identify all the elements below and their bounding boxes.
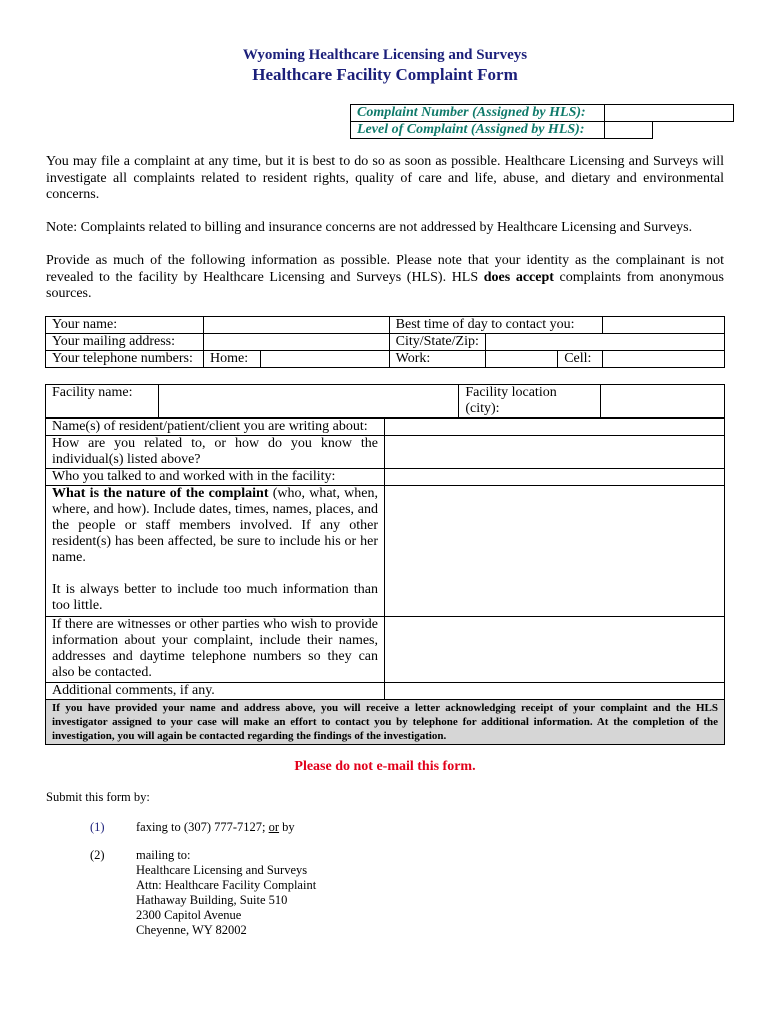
- complaint-nature-field[interactable]: [385, 486, 725, 617]
- mailing-to-text: mailing to:: [136, 848, 191, 862]
- no-email-warning: Please do not e-mail this form.: [294, 759, 476, 774]
- cell-phone-label: Cell:: [558, 351, 603, 368]
- submit-label: Submit this form by:: [46, 790, 150, 804]
- complaint-number-field[interactable]: [605, 105, 734, 122]
- best-time-label: Best time of day to contact you:: [389, 317, 603, 334]
- option-2-number: (2): [90, 848, 105, 862]
- blank-cell: [653, 122, 734, 139]
- address-line: 2300 Capitol Avenue: [136, 908, 242, 922]
- your-name-label: Your name:: [46, 317, 204, 334]
- option-1-text: [136, 820, 295, 835]
- mailing-address-field[interactable]: [204, 334, 390, 351]
- facility-contact-question: Who you talked to and worked with in the facility:: [46, 469, 385, 486]
- complaint-details-table: [45, 418, 725, 745]
- identity-text-a: Provide as much of the following information as possible. Please note that your identity as the complainant is not revealed to the facility by Healthcare Licensing and Surveys (HLS). HLS: [46, 253, 724, 285]
- complaint-level-label: Level of Complaint (Assigned by HLS):: [351, 122, 605, 139]
- address-line: Cheyenne, WY 82002: [136, 923, 247, 937]
- work-phone-field[interactable]: [485, 351, 557, 368]
- complaint-nature-note: It is always better to include too much information than too little.: [52, 582, 378, 613]
- form-title: Healthcare Facility Complaint Form: [252, 65, 518, 84]
- identity-text-b: complaints from anonymous sources.: [46, 269, 725, 301]
- address-line: Hathaway Building, Suite 510: [136, 893, 288, 907]
- witnesses-field[interactable]: [385, 617, 725, 683]
- address-line: Attn: Healthcare Facility Complaint: [136, 878, 317, 892]
- facility-table: [45, 384, 725, 418]
- billing-note: Note: Complaints related to billing and insurance concerns are not addressed by Healthcare Licensing and Surveys.: [46, 220, 693, 235]
- cell-phone-field[interactable]: [603, 351, 725, 368]
- home-phone-label: Home:: [204, 351, 261, 368]
- option-1-number: (1): [90, 820, 105, 834]
- identity-paragraph: [46, 253, 724, 303]
- facility-name-field[interactable]: [158, 385, 458, 418]
- your-name-field[interactable]: [204, 317, 390, 334]
- contact-table: [45, 316, 725, 368]
- form-agency-title: Wyoming Healthcare Licensing and Surveys: [242, 47, 528, 63]
- or-text: or: [268, 820, 280, 834]
- mailing-address-label: Your mailing address:: [46, 334, 204, 351]
- identity-text-bold: does accept: [483, 269, 554, 285]
- complaint-nature-bold: What is the nature of the complaint: [52, 486, 269, 501]
- relationship-question: How are you related to, or how do you know the individual(s) listed above?: [46, 436, 385, 469]
- complaint-nature-question: [46, 486, 385, 617]
- city-state-zip-field[interactable]: [485, 334, 724, 351]
- additional-comments-question: Additional comments, if any.: [46, 683, 385, 700]
- complaint-level-field[interactable]: [605, 122, 653, 139]
- best-time-field[interactable]: [603, 317, 725, 334]
- resident-name-field[interactable]: [385, 419, 725, 436]
- resident-name-question: Name(s) of resident/patient/client you are writing about:: [46, 419, 385, 436]
- additional-comments-field[interactable]: [385, 683, 725, 700]
- acknowledgment-notice: If you have provided your name and address above, you will receive a letter acknowledging receipt of your complaint and the HLS investigator assigned to your case will make an effort to contact you by telephone for additional information. At the completion of the investigation, you will again be contacted regarding the findings of the investigation.: [46, 700, 725, 745]
- complaint-nature-text: (who, what, when, where, and how). Include dates, times, names, places, and the people or staff members involved. If any other resident(s) has been affected, be sure to include his or her name.: [52, 486, 378, 565]
- facility-location-field[interactable]: [601, 385, 725, 418]
- telephone-label: Your telephone numbers:: [46, 351, 204, 368]
- by-text: by: [279, 820, 295, 834]
- hls-assigned-box: [350, 104, 734, 139]
- relationship-field[interactable]: [385, 436, 725, 469]
- facility-name-label: Facility name:: [46, 385, 159, 418]
- city-state-zip-label: City/State/Zip:: [389, 334, 485, 351]
- home-phone-field[interactable]: [260, 351, 389, 368]
- facility-location-label: Facility location (city):: [459, 385, 601, 418]
- facility-contact-field[interactable]: [385, 469, 725, 486]
- intro-paragraph: You may file a complaint at any time, but it is best to do so as soon as possible. Healthcare Licensing and Surveys will investigate all complaints related to resident rights, quality of care and life, abuse, and dietary and environmental concerns.: [46, 154, 724, 202]
- address-line: Healthcare Licensing and Surveys: [136, 863, 308, 877]
- work-phone-label: Work:: [389, 351, 485, 368]
- witnesses-question: If there are witnesses or other parties who wish to provide information about your complaint, include their names, addresses and daytime telephone numbers so they can also be contacted.: [46, 617, 385, 683]
- mailing-address-block: [136, 848, 316, 938]
- complaint-number-label: Complaint Number (Assigned by HLS):: [351, 105, 605, 122]
- fax-text: faxing to (307) 777-7127;: [136, 820, 269, 834]
